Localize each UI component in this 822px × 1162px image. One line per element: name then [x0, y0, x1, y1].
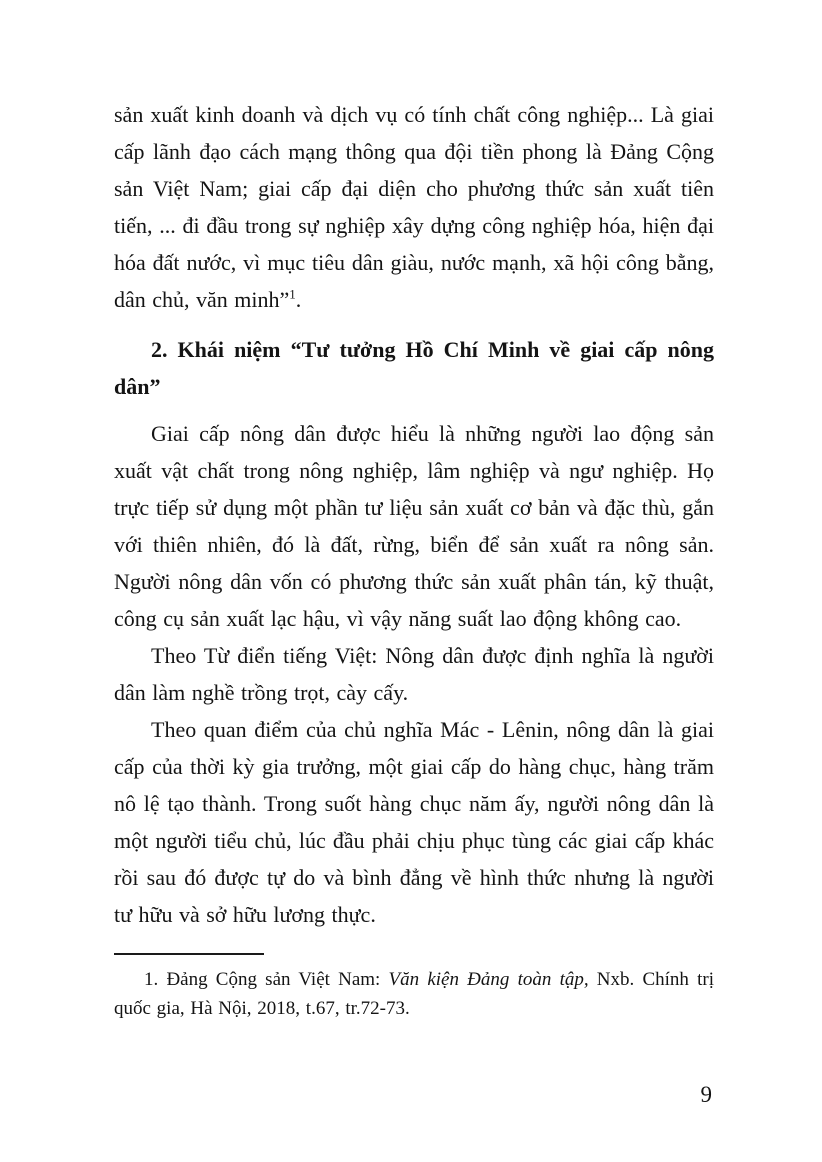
- footnote-work-title: Văn kiện Đảng toàn tập,: [388, 969, 589, 990]
- continuation-paragraph: [114, 96, 714, 318]
- footnote-text-after: Nxb. Chính trị quốc gia, Hà Nội, 2018, t.67, tr.72-73.: [114, 969, 715, 1019]
- paragraph-definition: Giai cấp nông dân được hiểu là những người lao động sản xuất vật chất trong nông nghiệp, lâm nghiệp và ngư nghiệp. Họ trực tiếp sử dụng một phần tư liệu sản xuất cơ bản và đặc thù, gắn với thiên nhiên, đó là đất, rừng, biển để sản xuất ra nông sản. Người nông dân vốn có phương thức sản xuất phân tán, kỹ thuật, công cụ sản xuất lạc hậu, vì vậy năng suất lao động không cao.: [114, 421, 714, 631]
- sentence-period: .: [295, 287, 302, 312]
- text-block: [114, 96, 714, 1023]
- page-number: 9: [700, 1082, 712, 1107]
- paragraph-dictionary: Theo Từ điển tiếng Việt: Nông dân được định nghĩa là người dân làm nghề trồng trọt, cày cấy.: [114, 643, 714, 705]
- footnote: [114, 965, 714, 1023]
- continuation-paragraph-text: sản xuất kinh doanh và dịch vụ có tính chất công nghiệp... Là giai cấp lãnh đạo cách mạng thông qua đội tiền phong là Đảng Cộng sản Việt Nam; giai cấp đại diện cho phương thức sản xuất tiên tiến, ... đi đầu trong sự nghiệp xây dựng công nghiệp hóa, hiện đại hóa đất nước, vì mục tiêu dân giàu, nước mạnh, xã hội công bằng, dân chủ, văn minh”: [114, 102, 714, 312]
- footnote-text-before: 1. Đảng Cộng sản Việt Nam:: [144, 969, 389, 990]
- footnote-separator: [114, 953, 264, 955]
- section-heading: 2. Khái niệm “Tư tưởng Hồ Chí Minh về giai cấp nông dân”: [114, 337, 714, 399]
- footnote-marker: 1: [289, 286, 296, 302]
- paragraph-marxist-view: Theo quan điểm của chủ nghĩa Mác - Lênin, nông dân là giai cấp của thời kỳ gia trưởng, một giai cấp do hàng chục, hàng trăm nô lệ tạo thành. Trong suốt hàng chục năm ấy, người nông dân là một người tiểu chủ, lúc đầu phải chịu phục tùng các giai cấp khác rồi sau đó được tự do và bình đẳng về hình thức nhưng là người tư hữu và sở hữu lương thực.: [114, 717, 714, 927]
